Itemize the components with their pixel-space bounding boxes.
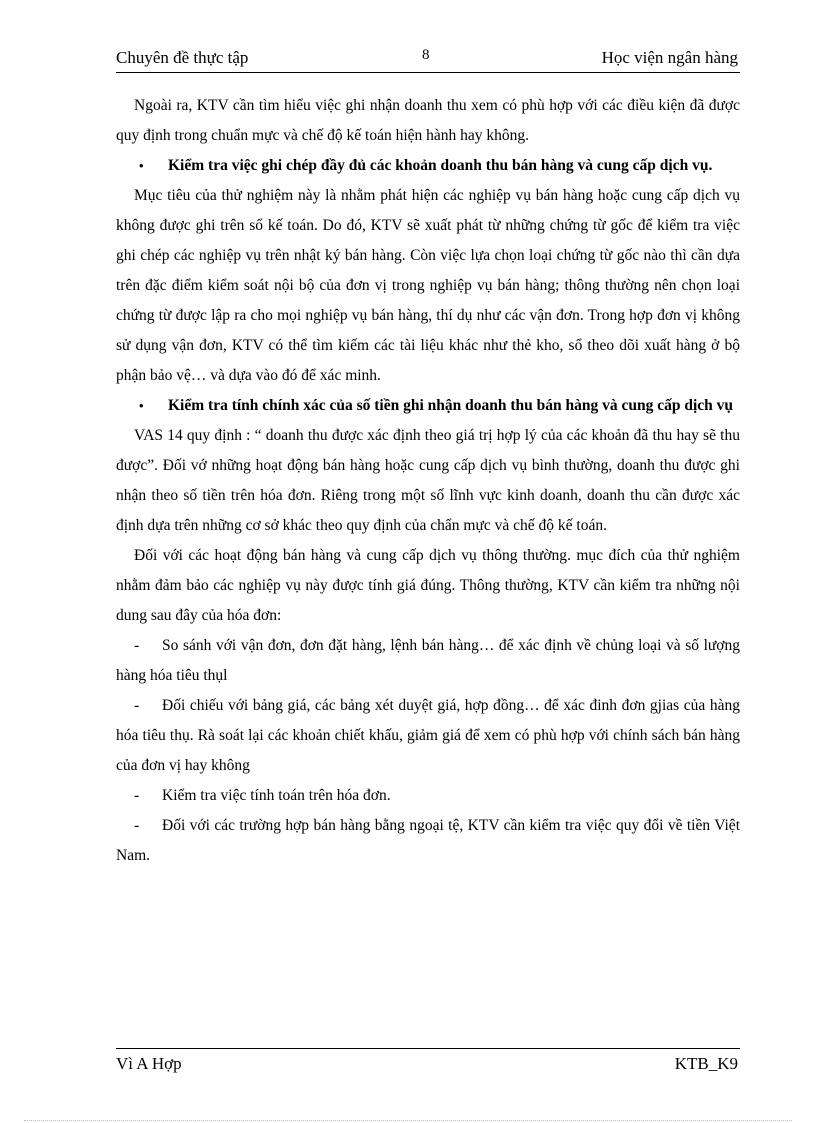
- dash-list-item: [116, 631, 740, 691]
- dash-list-item-text: Kiểm tra việc tính toán trên hóa đơn.: [162, 787, 391, 804]
- footer-author: Vì A Hợp: [116, 1054, 182, 1073]
- dash-list-item-text: Đối với các trường hợp bán hàng bằng ngoại tệ, KTV cần kiểm tra việc quy đổi về tiền Việt Nam.: [116, 817, 740, 864]
- header-title-left: Chuyên đề thực tập: [116, 48, 249, 67]
- dash-list-item-text: Đối chiếu với bảng giá, các bảng xét duyệt giá, hợp đồng… để xác đinh đơn gjias của hàng hóa tiêu thụ. Rà soát lại các khoản chiết khấu, giảm giá để xem có phù hợp với chính sách bán hàng của đơn vị hay không: [116, 697, 740, 774]
- page-footer: [116, 1048, 740, 1079]
- dash-icon: -: [134, 697, 140, 714]
- dash-icon: -: [134, 637, 140, 654]
- bullet-icon: •: [139, 398, 144, 413]
- dash-list-item-text: So sánh với vận đơn, đơn đặt hàng, lệnh bán hàng… để xác định về chủng loại và số lượng hàng hóa tiêu thụl: [116, 637, 740, 684]
- bullet-heading: [116, 151, 740, 181]
- document-body: [116, 91, 740, 871]
- bullet-heading-text: Kiểm tra việc ghi chép đầy đủ các khoản doanh thu bán hàng và cung cấp dịch vụ.: [168, 157, 713, 174]
- paragraph: Đối với các hoạt động bán hàng và cung cấp dịch vụ thông thường. mục đích của thử nghiệm nhằm đảm bảo các nghiệp vụ này được tính giá đúng. Thông thường, KTV cần kiểm tra những nội dung sau đây của hóa đơn:: [116, 547, 740, 624]
- dash-list-item: [116, 691, 740, 781]
- dash-list-item: [116, 781, 740, 811]
- footer-class-code: KTB_K9: [674, 1054, 738, 1073]
- page-bottom-divider: [24, 1120, 792, 1121]
- paragraph: Mục tiêu của thử nghiệm này là nhằm phát hiện các nghiệp vụ bán hàng hoặc cung cấp dịch vụ không được ghi trên sổ kế toán. Do đó, KTV sẽ xuất phát từ những chứng từ gốc để kiểm tra việc ghi chép các nghiệp vụ trên nhật ký bán hàng. Còn việc lựa chọn loại chứng từ gốc nào thì cần dựa trên đặc điểm kiểm soát nội bộ của đơn vị trong nghiệp vụ bán hàng; thông thường nên chọn loại chứng từ được lập ra cho mọi nghiệp vụ bán hàng, thí dụ như các vận đơn. Trong hợp đơn vị không sử dụng vận đơn, KTV có thể tìm kiếm các tài liệu khác như thẻ kho, sổ theo dõi xuất hàng ở bộ phận bảo vệ… và dựa vào đó để xác minh.: [116, 187, 740, 384]
- dash-icon: -: [134, 817, 140, 834]
- paragraph: VAS 14 quy định : “ doanh thu được xác định theo giá trị hợp lý của các khoản đã thu hay sẽ thu được”. Đối vớ những hoạt động bán hàng hoặc cung cấp dịch vụ bình thường, doanh thu được ghi nhận theo số tiền trên hóa đơn. Riêng trong một số lĩnh vực kinh doanh, doanh thu cần được xác định dựa trên những cơ sở khác theo quy định của chẩn mực và chế độ kế toán.: [116, 427, 740, 534]
- page-header: [116, 48, 740, 73]
- bullet-heading-text: Kiểm tra tính chính xác của số tiền ghi nhận doanh thu bán hàng và cung cấp dịch vụ: [168, 397, 734, 414]
- header-title-right: Học viện ngân hàng: [601, 48, 738, 67]
- bullet-icon: •: [139, 158, 144, 173]
- bullet-heading: [116, 391, 740, 421]
- paragraph: Ngoài ra, KTV cần tìm hiểu việc ghi nhận doanh thu xem có phù hợp với các điều kiện đã được quy định trong chuẩn mực và chế độ kế toán hiện hành hay không.: [116, 97, 740, 144]
- page-number: 8: [422, 47, 430, 63]
- dash-icon: -: [134, 787, 140, 804]
- dash-list-item: [116, 811, 740, 871]
